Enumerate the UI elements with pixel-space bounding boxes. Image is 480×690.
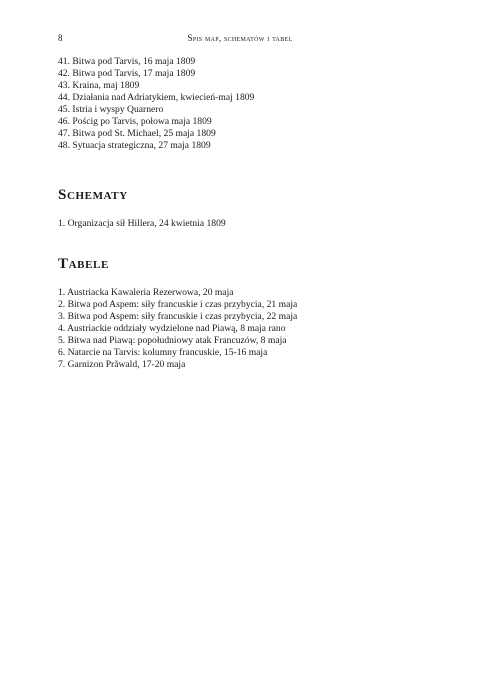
map-list-item: 47. Bitwa pod St. Michael, 25 maja 1809 (58, 128, 216, 139)
running-header (58, 33, 422, 47)
tables-heading: Tabele (58, 256, 109, 272)
maps-list (58, 56, 254, 152)
page-number: 8 (58, 33, 63, 43)
table-list-item: 2. Bitwa pod Aspem: siły francuskie i czas przybycia, 21 maja (58, 299, 298, 310)
map-list-item: 48. Sytuacja strategiczna, 27 maja 1809 (58, 140, 211, 151)
map-list-item: 42. Bitwa pod Tarvis, 17 maja 1809 (58, 68, 196, 79)
map-list-item: 45. Istria i wyspy Quarnero (58, 104, 164, 115)
tables-list (58, 287, 297, 371)
running-header-title: Spis map, schematów i tabel (187, 33, 293, 43)
schemes-heading: Schematy (58, 187, 128, 203)
table-list-item: 4. Austriackie oddziały wydzielone nad Piawą, 8 maja rano (58, 323, 286, 334)
table-list-item: 6. Natarcie na Tarvis: kolumny francuskie, 15-16 maja (58, 347, 268, 358)
schemes-list (58, 218, 226, 230)
map-list-item: 46. Pościg po Tarvis, połowa maja 1809 (58, 116, 212, 127)
table-list-item: 7. Garnizon Prãwald, 17-20 maja (58, 359, 186, 370)
scheme-list-item: 1. Organizacja sił Hillera, 24 kwietnia 1809 (58, 218, 226, 229)
map-list-item: 44. Działania nad Adriatykiem, kwiecień-maj 1809 (58, 92, 255, 103)
map-list-item: 41. Bitwa pod Tarvis, 16 maja 1809 (58, 56, 196, 67)
map-list-item: 43. Kraina, maj 1809 (58, 80, 140, 91)
table-list-item: 5. Bitwa nad Piawą: popołudniowy atak Francuzów, 8 maja (58, 335, 287, 346)
table-list-item: 1. Austriacka Kawaleria Rezerwowa, 20 maja (58, 287, 234, 298)
table-list-item: 3. Bitwa pod Aspem: siły francuskie i czas przybycia, 22 maja (58, 311, 298, 322)
